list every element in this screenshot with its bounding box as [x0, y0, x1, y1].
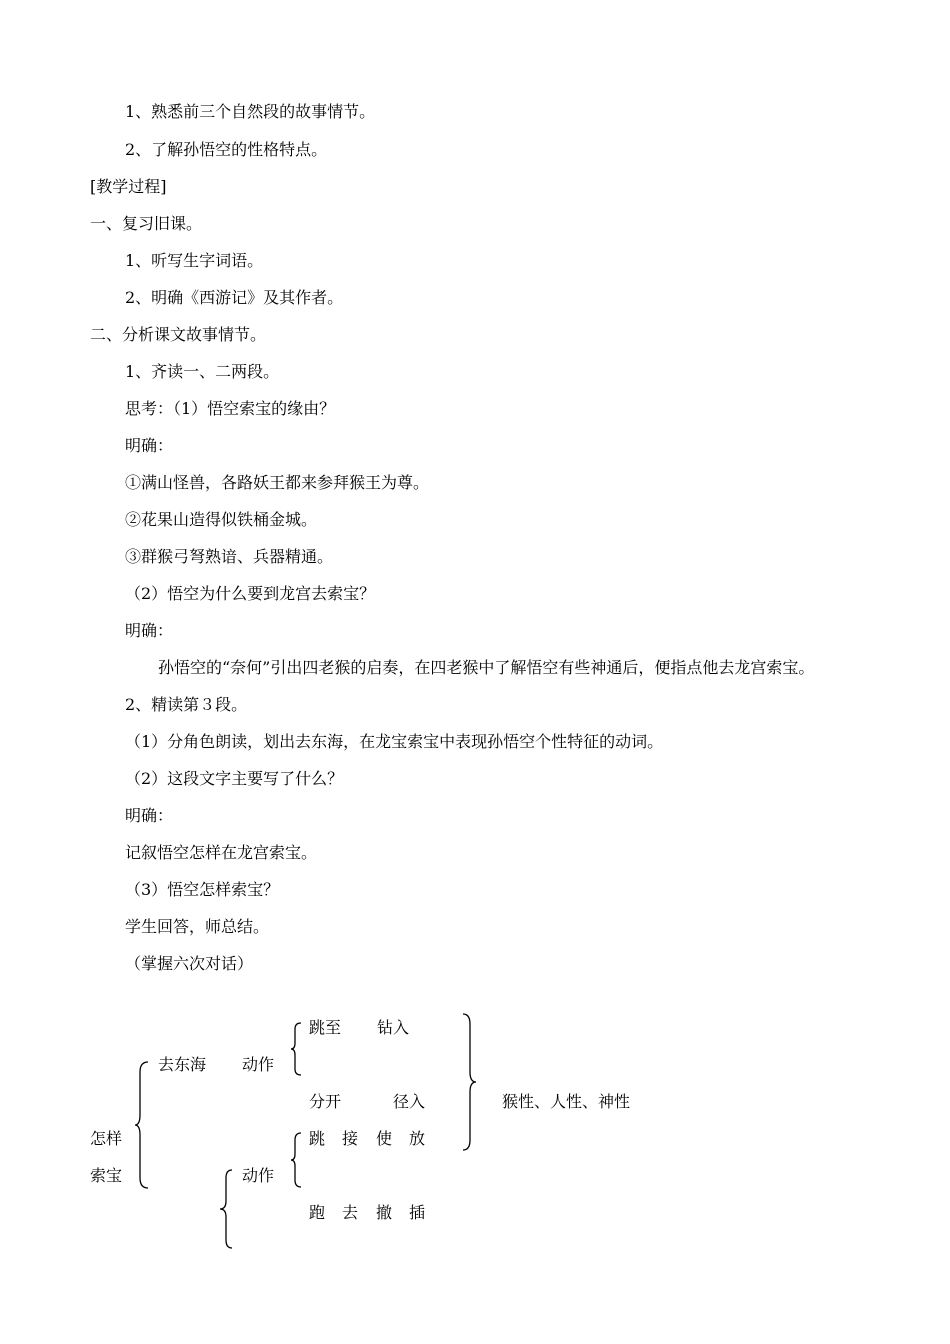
answer-4: 学生回答，师总结。 [125, 917, 270, 936]
branch1-verb-1: 跳至 [309, 1018, 342, 1037]
section-heading-teaching-process: [教学过程] [90, 177, 167, 196]
diagram-conclusion: 猴性、人性、神性 [502, 1092, 631, 1111]
answer-paragraph-2: 孙悟空的“奈何”引出四老猴的启奏，在四老猴中了解悟空有些神通后，便指点他去龙宫索宝。 [158, 658, 815, 677]
answer-3: 记叙悟空怎样在龙宫索宝。 [125, 843, 318, 862]
answer-point-2: ②花果山造得似铁桶金城。 [125, 510, 318, 529]
brace-conclusion [461, 1012, 479, 1152]
question-3: （2）这段文字主要写了什么？ [125, 769, 344, 788]
branch2-verb-7: 撤 [376, 1203, 393, 1222]
review-item-1: 1、听写生字词语。 [125, 251, 264, 270]
analysis-item-2: 2、精读第３段。 [125, 695, 248, 714]
question-1: 思考：（1）悟空索宝的缘由？ [125, 399, 336, 418]
answer-point-3: ③群猴弓弩熟谙、兵器精通。 [125, 547, 334, 566]
note-six-dialogues: （掌握六次对话） [125, 954, 254, 973]
branch2-verb-3: 使 [376, 1129, 393, 1148]
branch1-verb-2: 钻入 [377, 1018, 410, 1037]
branch2-verb-2: 接 [342, 1129, 359, 1148]
brace-branch1 [290, 1021, 304, 1077]
branch2-verb-4: 放 [409, 1129, 426, 1148]
brace-branch2-outer [218, 1168, 236, 1250]
answer-label-1: 明确： [125, 436, 174, 455]
brace-root [134, 1060, 154, 1190]
heading-analysis: 二、分析课文故事情节。 [90, 325, 267, 344]
branch1-verb-3: 分开 [309, 1092, 342, 1111]
branch1-verb-4: 径入 [393, 1092, 426, 1111]
objective-1: 1、熟悉前三个自然段的故事情节。 [125, 102, 376, 121]
diagram-root-line-2: 索宝 [90, 1166, 123, 1185]
branch2-verb-1: 跳 [309, 1129, 326, 1148]
task-1: （1）分角色朗读，划出去东海，在龙宝索宝中表现孙悟空个性特征的动词。 [125, 732, 664, 751]
branch2-verb-5: 跑 [309, 1203, 326, 1222]
review-item-2: 2、明确《西游记》及其作者。 [125, 288, 344, 307]
objective-2: 2、了解孙悟空的性格特点。 [125, 140, 328, 159]
question-4: （3）悟空怎样索宝？ [125, 880, 280, 899]
answer-point-1: ①满山怪兽，各路妖王都来参拜猴王为尊。 [125, 473, 430, 492]
branch1-label: 去东海 [158, 1055, 207, 1074]
branch2-verb-8: 插 [409, 1203, 426, 1222]
diagram-root-line-1: 怎样 [90, 1129, 123, 1148]
analysis-item-1: 1、齐读一、二两段。 [125, 362, 280, 381]
branch2-action: 动作 [242, 1166, 275, 1185]
question-2: （2）悟空为什么要到龙宫去索宝？ [125, 584, 376, 603]
branch1-action: 动作 [242, 1055, 275, 1074]
answer-label-2: 明确： [125, 621, 174, 640]
brace-branch2 [290, 1131, 304, 1189]
heading-review: 一、复习旧课。 [90, 214, 203, 233]
branch2-verb-6: 去 [342, 1203, 359, 1222]
answer-label-3: 明确： [125, 806, 174, 825]
